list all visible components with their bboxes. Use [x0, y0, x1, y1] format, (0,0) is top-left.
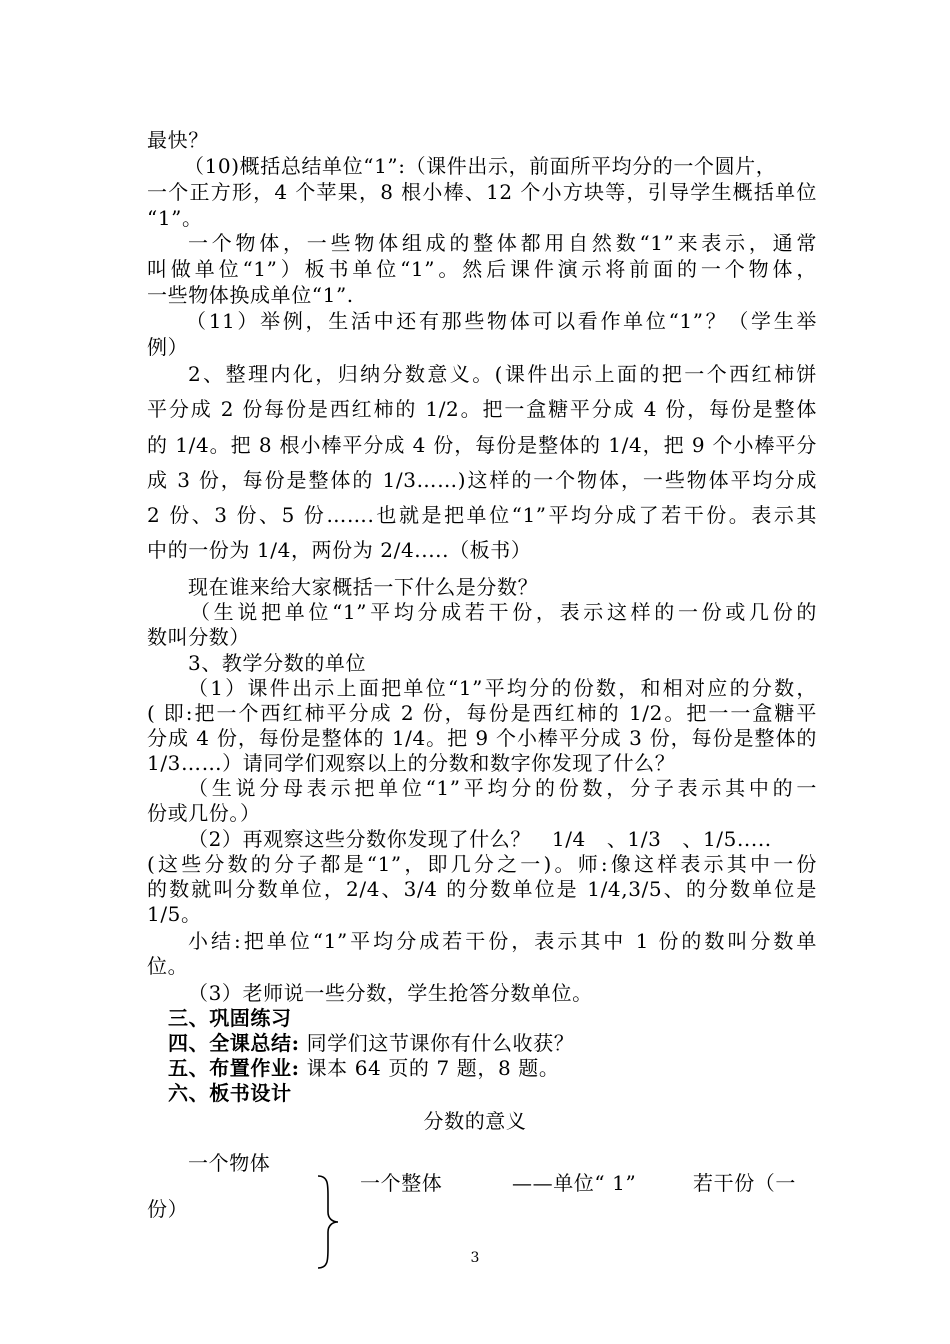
text-line: 小结:把单位“1”平均分成若干份，表示其中 1 份的数叫分数单 [188, 929, 817, 953]
board-whole: 一个整体 [360, 1171, 443, 1195]
board-left-item: 一个物体 [188, 1151, 271, 1175]
text-line: 数叫分数） [147, 625, 250, 649]
text-line: （1）课件出示上面把单位“1”平均分的份数，和相对应的分数， [188, 676, 817, 700]
text-line: 的数就叫分数单位，2/4、3/4 的分数单位是 1/4,3/5、的分数单位是 [147, 877, 817, 901]
text-line: 一个物体，一些物体组成的整体都用自然数“1”来表示，通常 [188, 231, 817, 255]
section-heading-3: 三、巩固练习 [168, 1006, 292, 1030]
text-line: 叫做单位“1”）板书单位“1”。然后课件演示将前面的一个物体， [147, 257, 817, 281]
text-line: 平分成 2 份每份是西红柿的 1/2。把一盒糖平分成 4 份，每份是整体 [147, 397, 817, 421]
text-line: (这些分数的分子都是“1”，即几分之一)。师:像这样表示其中一份 [147, 852, 817, 876]
section-4 [168, 1030, 817, 1056]
section-body-4: 同学们这节课你有什么收获？ [306, 1031, 575, 1055]
text-line: 最快？ [147, 128, 209, 152]
text-line: 1/3……）请同学们观察以上的分数和数字你发现了什么？ [147, 751, 676, 775]
text-line: 成 3 份，每份是整体的 1/3……)这样的一个物体，一些物体平均分成 [147, 468, 817, 492]
section-body-5: 课本 64 页的 7 题，8 题。 [306, 1056, 560, 1080]
text-line: （11）举例，生活中还有那些物体可以看作单位“1”？（学生举 [186, 309, 817, 333]
text-line: 的 1/4。把 8 根小棒平分成 4 份，每份是整体的 1/4，把 9 个小棒平分 [147, 433, 817, 457]
text-line: 份或几份。） [147, 801, 261, 825]
section-heading-4: 四、全课总结: [168, 1031, 300, 1055]
text-line: （3）老师说一些分数，学生抢答分数单位。 [188, 981, 593, 1005]
board-unit: ——单位“ 1” [512, 1171, 637, 1195]
board-title: 分数的意义 [423, 1109, 527, 1133]
text-line: ( 即:把一个西红柿平分成 2 份，每份是西红柿的 1/2。把一一盒糖平 [147, 701, 817, 725]
text-line: （生说分母表示把单位“1”平均分的份数，分子表示其中的一 [188, 776, 817, 800]
text-line: （10)概括总结单位“1”:（课件出示，前面所平均分的一个圆片， [184, 154, 777, 178]
section-heading-6: 六、板书设计 [168, 1081, 292, 1105]
page-number: 3 [470, 1250, 480, 1266]
board-parts-cont: 份） [147, 1197, 189, 1221]
text-line: 1/5。 [147, 902, 202, 926]
text-line: 2、整理内化，归纳分数意义。(课件出示上面的把一个西红柿饼 [188, 362, 817, 386]
text-line: （生说把单位“1”平均分成若干份，表示这样的一份或几份的 [190, 600, 817, 624]
text-line: 2 份、3 份、5 份…….也就是把单位“1”平均分成了若干份。表示其 [147, 503, 817, 527]
text-line: “1”。 [147, 206, 203, 230]
text-line: 中的一份为 1/4，两份为 2/4.....（板书） [147, 538, 532, 562]
text-line: 分成 4 份，每份是整体的 1/4。把 9 个小棒平分成 3 份，每份是整体的 [147, 726, 817, 750]
text-line: 一个正方形，4 个苹果，8 根小棒、12 个小方块等，引导学生概括单位 [147, 180, 817, 204]
text-line: 现在谁来给大家概括一下什么是分数？ [188, 575, 539, 599]
section-5 [168, 1055, 817, 1081]
text-line: 3、教学分数的单位 [188, 651, 367, 675]
text-line: 例） [147, 335, 189, 359]
text-line: 位。 [147, 954, 189, 978]
board-parts: 若干份（一 [693, 1171, 796, 1195]
text-line: （2）再观察这些分数你发现了什么？ 1/4 、1/3 、1/5..... [188, 827, 772, 851]
section-heading-5: 五、布置作业: [168, 1056, 300, 1080]
text-line: 一些物体换成单位“1”. [147, 283, 354, 307]
